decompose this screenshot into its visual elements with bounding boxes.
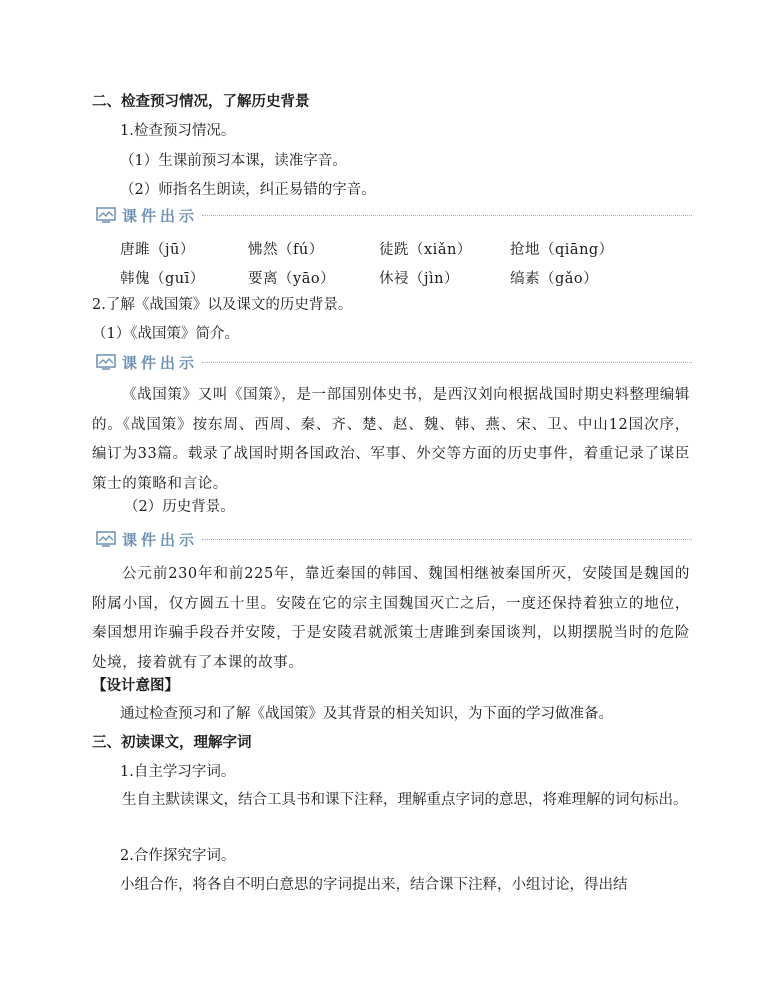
courseware-label: 课件出示 bbox=[122, 206, 199, 225]
section3-text2: 小组合作，将各自不明白意思的字词提出来，结合课下注释，小组讨论，得出结 bbox=[120, 877, 628, 893]
design-heading: 【设计意图】 bbox=[92, 678, 179, 694]
item2: 2.了解《战国策》以及课文的历史背景。 bbox=[92, 297, 353, 313]
intro-paragraph: 《战国策》又叫《国策》，是一部国别体史书，是西汉刘向根据战国时期史料整理编辑的。《战国策》按东周、西周、秦、齐、楚、赵、魏、韩、燕、宋、卫、中山12国次序，编订为33篇。载录了战国时期各国政治、军事、外交等方面的历史事件，着重记录了谋臣策士的策略和言论。 bbox=[92, 387, 690, 492]
sub-intro: （1）《战国策》简介。 bbox=[92, 326, 239, 342]
background-paragraph: 公元前230年和前225年，靠近秦国的韩国、魏国相继被秦国所灭，安陵国是魏国的附属小国，仅方圆五十里。安陵在它的宗主国魏国灭亡之后，一度还保持着独立的地位，秦国想用诈骗手段吞并安陵，于是安陵君就派策士唐雎到秦国谈判，以期摆脱当时的危险处境，接着就有了本课的故事。 bbox=[92, 566, 690, 671]
vocab-item: 怫然（fú） bbox=[248, 242, 324, 258]
vocab-item: 徒跣（xiǎn） bbox=[379, 242, 472, 258]
dotted-divider bbox=[202, 538, 692, 540]
courseware-banner bbox=[96, 529, 692, 549]
dotted-divider bbox=[202, 361, 692, 363]
vocab-item: 韩傀（guī） bbox=[120, 271, 205, 287]
sub-background: （2）历史背景。 bbox=[124, 499, 235, 515]
courseware-icon bbox=[96, 531, 116, 547]
section3-heading: 三、初读课文，理解字词 bbox=[92, 735, 252, 751]
section3-item1: 1.自主学习字词。 bbox=[120, 764, 236, 780]
section2-item1: 1.检查预习情况。 bbox=[120, 123, 236, 139]
vocab-item: 缟素（gǎo） bbox=[510, 271, 599, 287]
courseware-banner bbox=[96, 205, 692, 225]
courseware-banner bbox=[96, 352, 692, 372]
vocab-row bbox=[120, 238, 680, 258]
section3-text1: 生自主默读课文，结合工具书和课下注释，理解重点字词的意思，将难理解的词句标出。 bbox=[122, 792, 688, 808]
vocab-item: 休祲（jìn） bbox=[379, 271, 459, 287]
vocab-item: 要离（yāo） bbox=[248, 271, 336, 287]
courseware-icon bbox=[96, 354, 116, 370]
courseware-icon bbox=[96, 207, 116, 223]
section3-item2: 2.合作探究字词。 bbox=[120, 848, 236, 864]
section2-sub1: （1）生课前预习本课，读准字音。 bbox=[120, 153, 347, 169]
vocab-row bbox=[120, 267, 680, 287]
design-text: 通过检查预习和了解《战国策》及其背景的相关知识，为下面的学习做准备。 bbox=[120, 706, 613, 722]
vocab-item: 抢地（qiāng） bbox=[510, 242, 614, 258]
section2-heading: 二、检查预习情况，了解历史背景 bbox=[92, 94, 310, 110]
section2-sub2: （2）师指名生朗读，纠正易错的字音。 bbox=[120, 182, 376, 198]
courseware-label: 课件出示 bbox=[122, 353, 199, 372]
vocab-item: 唐雎（jū） bbox=[120, 242, 195, 258]
dotted-divider bbox=[202, 214, 692, 216]
courseware-label: 课件出示 bbox=[122, 530, 199, 549]
